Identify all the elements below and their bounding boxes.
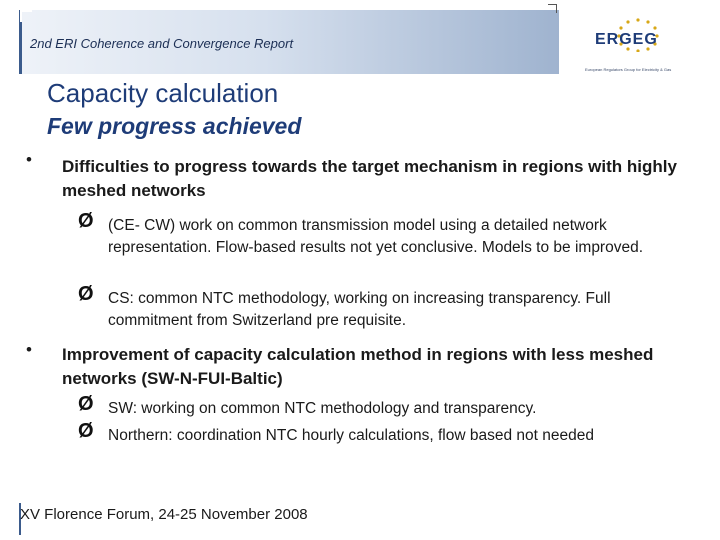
header-corner-mark	[20, 10, 32, 22]
subitem-2-1: SW: working on common NTC methodology and transparency.	[108, 400, 537, 417]
logo-wordmark: ERGEG	[595, 31, 658, 48]
bullet-marker: •	[26, 150, 32, 169]
arrow-marker: Ø	[78, 393, 94, 415]
bullet-text-1: Difficulties to progress towards the target mechanism in regions with highly meshed networks	[62, 157, 677, 200]
arrow-marker: Ø	[78, 420, 94, 442]
bullet-marker: •	[26, 340, 32, 359]
logo-subtitle: European Regulators Group for Electricity & Gas	[585, 67, 672, 72]
arrow-marker: Ø	[78, 210, 94, 232]
subitem-1-2: CS: common NTC methodology, working on increasing transparency. Full commitment from Switzerland pre requisite.	[108, 290, 611, 329]
ergeg-logo	[583, 16, 693, 76]
slide-subtitle: Few progress achieved	[47, 113, 302, 139]
bullet-text-2: Improvement of capacity calculation method in regions with less meshed networks (SW-N-FUI-Baltic)	[62, 345, 654, 388]
arrow-marker: Ø	[78, 283, 94, 305]
slide-title: Capacity calculation	[47, 78, 279, 108]
subitem-1-1: (CE- CW) work on common transmission model using a detailed network representation. Flow-based results not yet conclusive. Models to be improved.	[108, 217, 644, 256]
footer-text: XV Florence Forum, 24-25 November 2008	[20, 506, 308, 523]
subitem-2-2: Northern: coordination NTC hourly calculations, flow based not needed	[108, 427, 594, 444]
report-title: 2nd ERI Coherence and Convergence Report	[30, 36, 294, 51]
header-corner-mark-right	[548, 4, 557, 13]
